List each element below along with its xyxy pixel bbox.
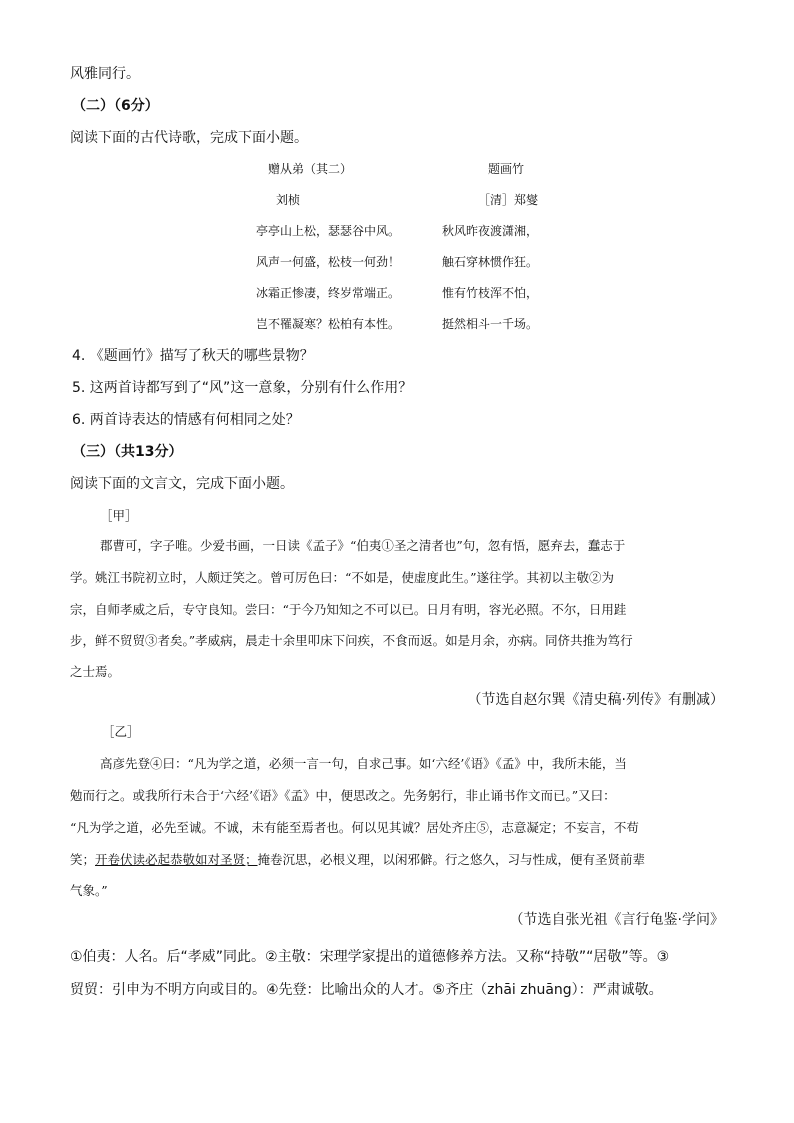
poem1-line: 亭亭山上松，瑟瑟谷中风。 [256, 224, 401, 238]
passage-yi-label: ［乙］ [102, 724, 140, 739]
section-3-instruction: 阅读下面的文言文，完成下面小题。 [70, 476, 294, 492]
passage-yi-line: 高彦先登④曰：“凡为学之道，必须一言一句，自求己事。如‘六经’《语》《孟》中，我所未能，当 [100, 756, 627, 771]
passage-yi-line-suffix: 掩卷沉思，必根义理，以闲邪僻。行之悠久，习与性成，便有圣贤前辈 [257, 852, 646, 867]
passage-jia-label: ［甲］ [100, 508, 138, 523]
passage-yi-line: “凡为学之道，必先至诚。不诚，未有能至焉者也。何以见其诚？居处齐庄⑤，志意凝定；不妄言，不苟 [70, 820, 639, 835]
question-4: 4. 《题画竹》描写了秋天的哪些景物？ [72, 348, 314, 364]
poem1-author: 刘桢 [276, 193, 301, 207]
section-2-heading: （二）（6分） [72, 98, 159, 114]
poem2-line: 秋风昨夜渡潇湘， [442, 224, 539, 238]
passage-yi-line-4 [70, 850, 645, 870]
passage-jia-line: 步，鲜不贸贸③者矣。”孝威病，晨走十余里叩床下问疾，不食而返。如是月余，亦病。同侪共推为笃行 [70, 633, 633, 648]
poem1-line: 冰霜正惨凄，终岁常端正。 [256, 286, 401, 300]
poem2-line: 惟有竹枝浑不怕， [442, 286, 539, 300]
poem2-author: ［清］郑燮 [478, 193, 539, 207]
poem2-line: 触石穿林惯作狂。 [442, 255, 539, 269]
underlined-sentence: 开卷伏读必起恭敬如对圣贤； [95, 852, 258, 867]
passage-jia-source: （节选自赵尔巽《清史稿·列传》有删减） [467, 692, 724, 708]
question-6: 6. 两首诗表达的情感有何相同之处？ [72, 412, 300, 428]
poem1-line: 风声一何盛，松枝一何劲！ [256, 255, 401, 269]
section-2-instruction: 阅读下面的古代诗歌，完成下面小题。 [70, 130, 308, 146]
passage-jia-line: 学。姚江书院初立时，人颇迂笑之。曾可厉色曰：“不如是，使虚度此生。”遂往学。其初以主敬②为 [70, 570, 615, 585]
passage-yi-source: （节选自张光祖《言行龟鉴·学问》 [509, 912, 724, 928]
passage-yi-line-prefix: 笑； [70, 852, 96, 867]
poem2-title: 题画竹 [488, 162, 525, 176]
poem2-line: 挺然相斗一千场。 [442, 317, 539, 331]
passage-jia-line: 宗，自师孝威之后，专守良知。尝曰：“于今乃知知之不可以已。日月有明，容光必照。不尔，日用跬 [70, 602, 627, 617]
passage-yi-line: 气象。” [70, 883, 108, 898]
section-3-heading: （三）（共13分） [72, 444, 183, 460]
poem1-title: 赠从弟（其二） [268, 162, 353, 176]
passage-jia-line: 郡曹可，字子唯。少爱书画，一日读《孟子》“伯夷①圣之清者也”句，忽有悟，愿弃去，蠢志于 [100, 538, 626, 553]
footnotes-line: 贸贸：引申为不明方向或目的。④先登：比喻出众的人才。⑤齐庄（zhāi zhuāng）：严肃诚敬。 [70, 982, 663, 998]
passage-jia-line: 之士焉。 [70, 664, 121, 679]
footnotes-line: ①伯夷：人名。后“孝威”同此。②主敬：宋理学家提出的道德修养方法。又称“持敬”“居敬”等。③ [70, 949, 670, 965]
question-5: 5. 这两首诗都写到了“风”这一意象，分别有什么作用？ [72, 380, 413, 396]
passage-yi-line: 勉而行之。或我所行未合于‘六经’《语》《孟》中，便思改之。先务躬行，非止诵书作文而已。”又曰： [70, 788, 616, 803]
continued-text: 风雅同行。 [70, 66, 140, 82]
poem1-line: 岂不罹凝寒？松柏有本性。 [256, 317, 401, 331]
